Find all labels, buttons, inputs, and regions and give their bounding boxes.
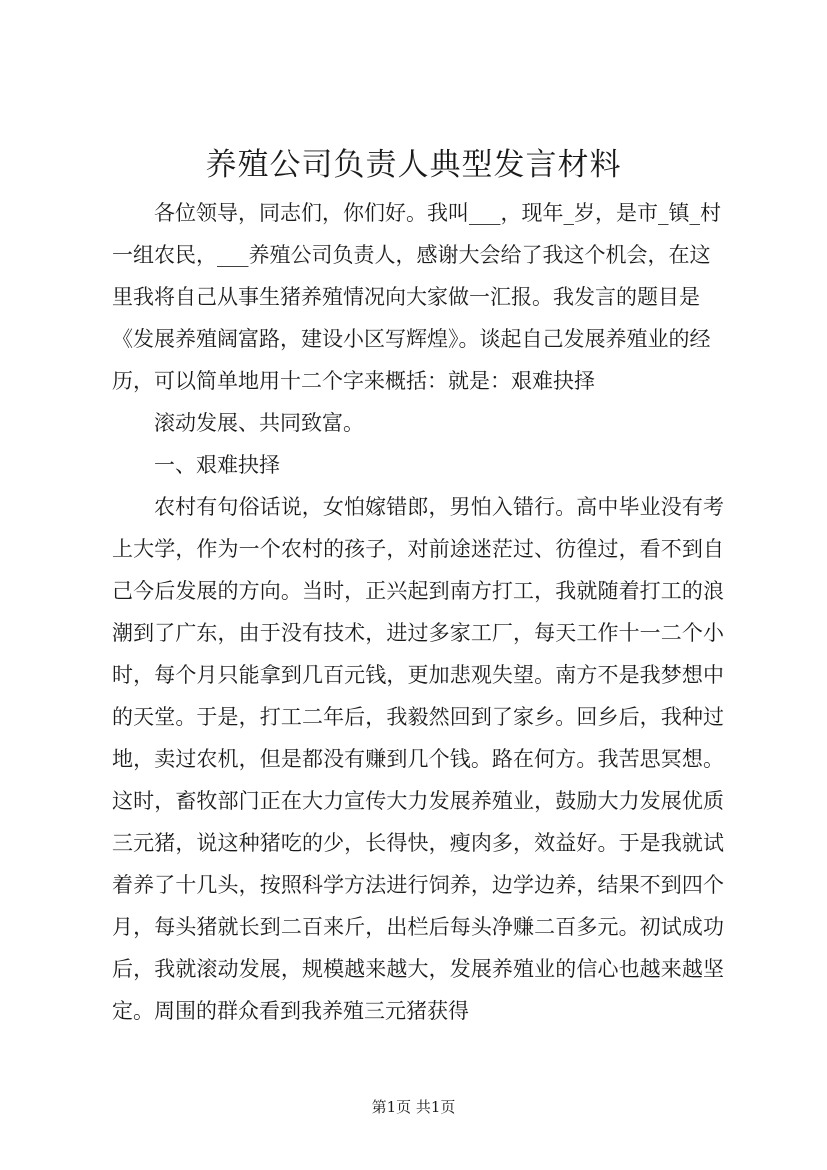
page-footer: 第1页 共1页 [371, 1098, 456, 1116]
document-title: 养殖公司负责人典型发言材料 [205, 147, 622, 183]
paragraph-summary: 滚动发展、共同致富。 [154, 411, 364, 435]
paragraph-greeting: 各位领导，同志们，你们好。我叫___，现年_岁，是市_镇_村一组农民，___养殖公司负责人，感谢大会给了我这个机会，在这里我将自己从事生猪养殖情况向大家做一汇报。我发言的题目是《发展养殖阔富路，建设小区写辉煌》。谈起自己发展养殖业的经历，可以简单地用十二个字来概括：就是：艰难抉择 [112, 201, 721, 393]
section-heading: 一、艰难抉择 [154, 453, 280, 477]
paragraph-story: 农村有句俗话说，女怕嫁错郎，男怕入错行。高中毕业没有考上大学，作为一个农村的孩子，对前途迷茫过、彷徨过，看不到自己今后发展的方向。当时，正兴起到南方打工，我就随着打工的浪潮到了广东，由于没有技术，进过多家工厂，每天工作十一二个小时，每个月只能拿到几百元钱，更加悲观失望。南方不是我梦想中的天堂。于是，打工二年后，我毅然回到了家乡。回乡后，我种过地，卖过农机，但是都没有赚到几个钱。路在何方。我苦思冥想。这时，畜牧部门正在大力宣传大力发展养殖业，鼓励大力发展优质三元猪，说这种猪吃的少，长得快，瘦肉多，效益好。于是我就试着养了十几头，按照科学方法进行饲养，边学边养，结果不到四个月，每头猪就长到二百来斤，出栏后每头净赚二百多元。初试成功后，我就滚动发展，规模越来越大，发展养殖业的信心也越来越坚定。周围的群众看到我养殖三元猪获得 [112, 495, 724, 1023]
document-body [112, 192, 724, 1032]
